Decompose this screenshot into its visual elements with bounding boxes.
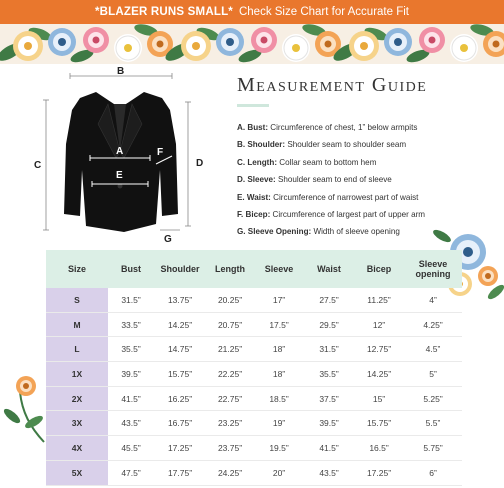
dim-label-a: A (116, 146, 124, 157)
size-cell: S (46, 288, 108, 312)
guide-title: Measurement Guide (237, 74, 428, 96)
table-cell: 5” (429, 368, 437, 379)
table-cell: 4.25” (423, 319, 443, 330)
size-cell: 4X (46, 436, 108, 460)
table-row (46, 337, 462, 362)
guide-text: Shoulder seam to shoulder seam (287, 140, 407, 150)
table-row (46, 461, 462, 486)
floral-border (0, 24, 504, 64)
table-cell: 15.75” (167, 368, 193, 379)
column-header: Shoulder (160, 264, 200, 274)
guide-key: A. Bust: (237, 123, 269, 132)
table-cell: 41.5” (319, 442, 339, 453)
table-body (46, 288, 462, 486)
size-cell: L (46, 337, 108, 361)
column-header: Bust (121, 264, 141, 274)
table-row (46, 411, 462, 436)
floral-pattern-icon (0, 24, 504, 64)
guide-key: F. Bicep: (237, 209, 271, 219)
table-cell: 19” (272, 418, 286, 429)
table-cell: 14.25” (366, 368, 392, 379)
size-chart-table (46, 250, 462, 486)
table-cell: 11.25” (367, 294, 391, 305)
table-cell: 23.75” (217, 442, 243, 453)
banner-text: Check Size Chart for Accurate Fit (238, 6, 409, 18)
table-cell: 4” (429, 294, 437, 305)
table-cell: 17” (272, 294, 286, 305)
table-cell: 12” (372, 319, 386, 330)
dim-label-g: G (164, 234, 172, 245)
guide-text: Collar seam to bottom hem (279, 157, 377, 167)
dim-label-e: E (116, 170, 123, 181)
size-cell: 2X (46, 387, 108, 411)
dim-label-c: C (34, 160, 42, 171)
guide-text: Width of sleeve opening (313, 227, 400, 237)
table-cell: 19.5” (269, 442, 289, 453)
table-cell: 24.25” (217, 467, 243, 478)
table-cell: 43.5” (121, 418, 141, 429)
table-cell: 18” (272, 344, 286, 355)
column-header: Bicep (366, 264, 392, 274)
guide-item-length (237, 157, 477, 174)
top-banner (0, 0, 504, 24)
table-row (46, 387, 462, 412)
table-cell: 14.75” (167, 344, 193, 355)
column-header: Sleeve (264, 264, 294, 274)
table-cell: 23.25” (217, 418, 243, 429)
guide-text: Shoulder seam to end of sleeve (277, 175, 392, 185)
table-cell: 31.5” (319, 344, 339, 355)
dim-label-f: F (157, 147, 164, 158)
size-cell: M (46, 313, 108, 337)
table-row (46, 362, 462, 387)
table-cell: 41.5” (121, 393, 141, 404)
guide-text: Circumference of largest part of upper arm (272, 209, 426, 219)
table-cell: 5.25” (423, 393, 443, 404)
table-cell: 4.5” (425, 344, 441, 355)
table-cell: 17.5” (269, 319, 289, 330)
column-header: Length (215, 264, 245, 274)
banner-warning: *BLAZER RUNS SMALL* (95, 6, 233, 18)
size-cell: 5X (46, 461, 108, 485)
table-cell: 20” (272, 467, 286, 478)
table-cell: 15.75” (366, 418, 392, 429)
table-cell: 35.5” (319, 368, 339, 379)
table-cell: 6” (429, 467, 437, 478)
table-cell: 17.25” (167, 442, 193, 453)
table-row (46, 436, 462, 461)
guide-text: Circumference of narrowest part of waist (273, 192, 419, 202)
table-cell: 20.75” (217, 319, 243, 330)
column-header: Waist (317, 264, 341, 274)
guide-key: D. Sleeve: (237, 175, 276, 185)
table-cell: 39.5” (121, 368, 141, 379)
table-cell: 18.5” (269, 393, 289, 404)
guide-key: C. Length: (237, 157, 278, 167)
table-cell: 17.25” (366, 467, 392, 478)
table-cell: 27.5” (319, 294, 339, 305)
table-row (46, 288, 462, 313)
table-cell: 47.5” (121, 467, 141, 478)
guide-item-bust (237, 122, 477, 139)
table-cell: 35.5” (121, 344, 141, 355)
table-cell: 15” (372, 393, 386, 404)
table-cell: 13.75” (167, 294, 193, 305)
table-cell: 45.5” (121, 442, 141, 453)
table-header-row (46, 250, 462, 288)
column-header: Sleeve opening (415, 259, 451, 279)
table-cell: 33.5” (121, 319, 141, 330)
blazer-diagram (30, 64, 220, 248)
table-cell: 21.25” (217, 344, 243, 355)
size-cell: 1X (46, 362, 108, 386)
table-cell: 22.75” (217, 393, 243, 404)
table-cell: 18” (272, 368, 286, 379)
table-cell: 14.25” (167, 319, 193, 330)
table-cell: 37.5” (319, 393, 339, 404)
table-cell: 12.75” (366, 344, 392, 355)
blazer-icon (30, 64, 220, 248)
table-cell: 39.5” (319, 418, 339, 429)
table-row (46, 313, 462, 338)
table-cell: 5.5” (425, 418, 441, 429)
flower-branch-icon (0, 372, 48, 446)
table-cell: 29.5” (319, 319, 339, 330)
floral-corner-left (0, 372, 48, 446)
table-cell: 20.25” (217, 294, 243, 305)
guide-item-sleeve (237, 174, 477, 191)
table-cell: 43.5” (319, 467, 339, 478)
size-cell: 3X (46, 411, 108, 435)
guide-rule (237, 104, 269, 107)
guide-key: G. Sleeve Opening: (237, 227, 312, 237)
table-cell: 31.5” (121, 294, 141, 305)
guide-key: E. Waist: (237, 192, 271, 202)
guide-text: Circumference of chest, 1” below armpits (270, 123, 418, 132)
guide-item-shoulder (237, 139, 477, 156)
table-cell: 16.5” (369, 442, 389, 453)
column-header: Size (67, 264, 86, 274)
dim-label-b: B (117, 66, 125, 77)
guide-item-waist (237, 192, 477, 209)
table-cell: 17.75” (167, 467, 193, 478)
dim-label-d: D (196, 158, 204, 169)
table-cell: 16.25” (167, 393, 193, 404)
table-cell: 5.75” (423, 442, 443, 453)
guide-key: B. Shoulder: (237, 140, 286, 150)
table-cell: 16.75” (167, 418, 193, 429)
table-cell: 22.25” (217, 368, 243, 379)
